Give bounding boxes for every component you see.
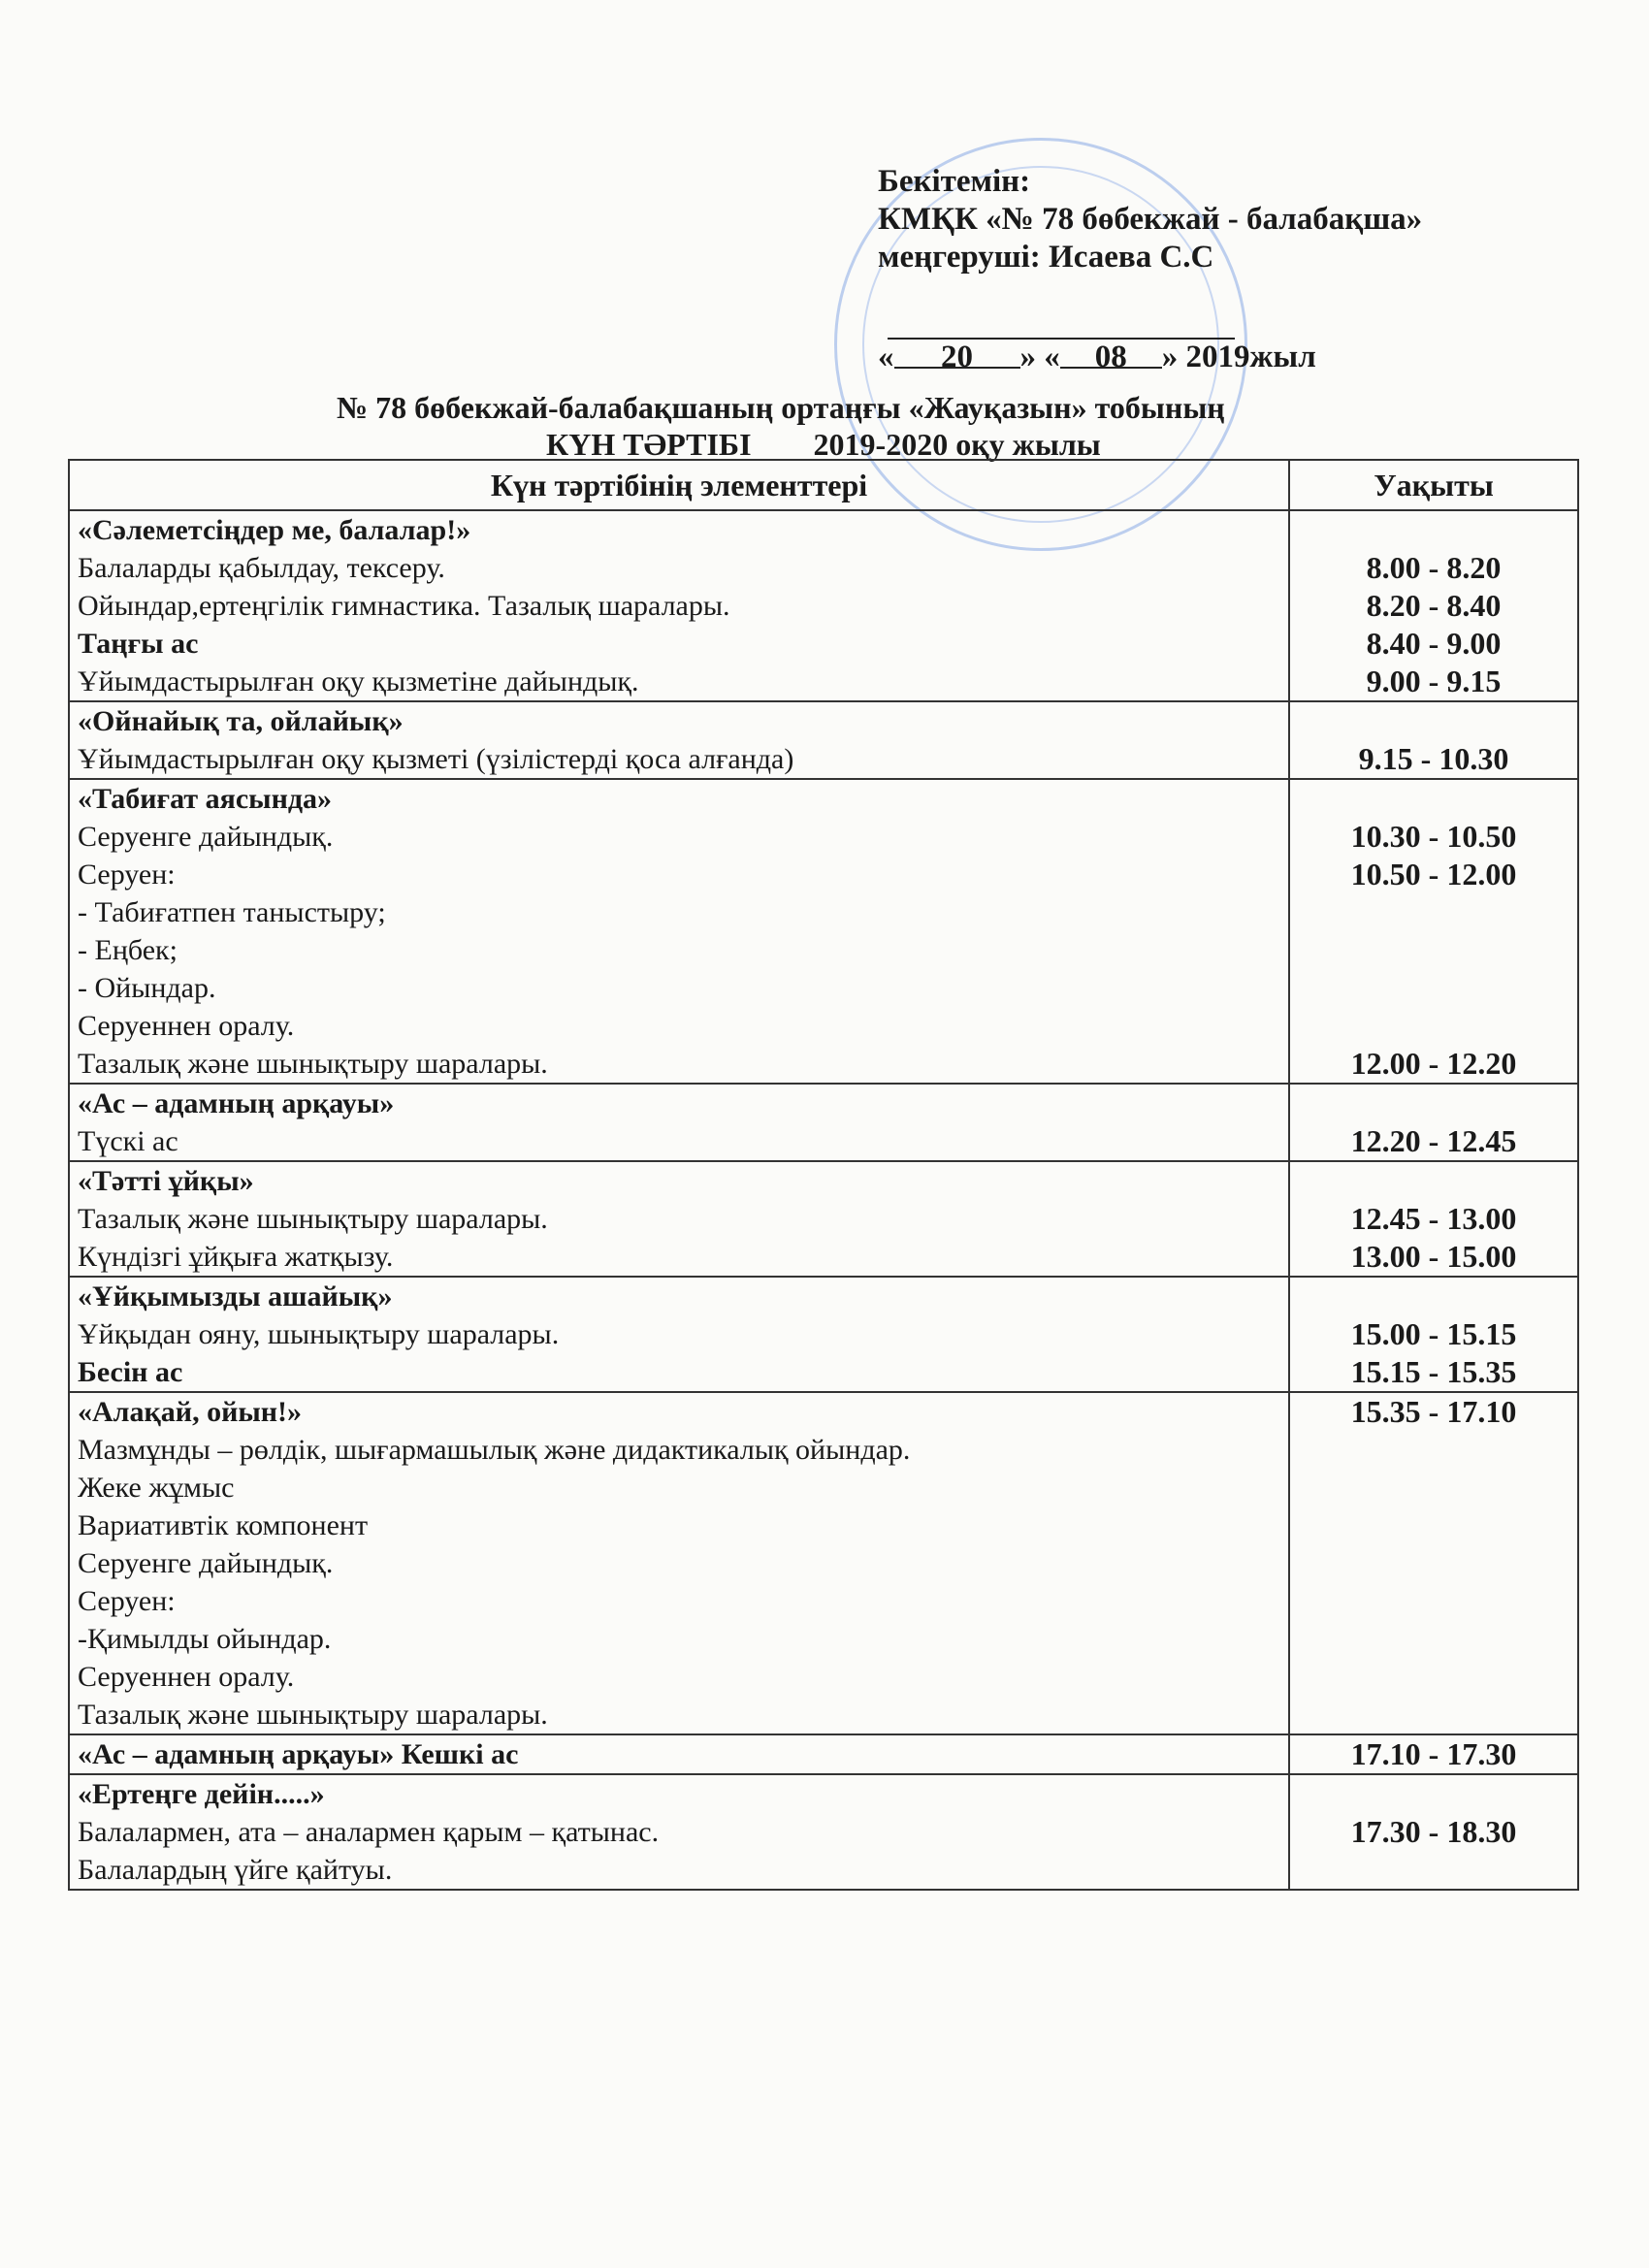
time-range bbox=[1298, 969, 1569, 1007]
time-range: 17.10 - 17.30 bbox=[1350, 1736, 1517, 1771]
table-row bbox=[69, 1774, 1578, 1890]
activity-line: Серуеннен оралу. bbox=[78, 1010, 295, 1042]
activity-line: Серуенге дайындық. bbox=[78, 1547, 334, 1579]
activity-line: - Еңбек; bbox=[78, 934, 178, 966]
time-range: 15.00 - 15.15 bbox=[1350, 1316, 1517, 1351]
time-range: 17.30 - 18.30 bbox=[1350, 1814, 1517, 1849]
schedule-time-cell bbox=[1289, 779, 1578, 1084]
section-title: «Ертеңге дейін.....» bbox=[78, 1778, 325, 1810]
schedule-time-cell bbox=[1289, 701, 1578, 779]
time-range bbox=[1298, 702, 1569, 740]
activity-line: - Ойындар. bbox=[78, 972, 216, 1004]
activity-line: Күндізгі ұйқыға жатқызу. bbox=[78, 1241, 394, 1273]
document-title-line bbox=[546, 427, 1101, 463]
schedule-time-cell bbox=[1289, 1277, 1578, 1392]
section-title: «Ойнайық та, ойлайық» bbox=[78, 705, 404, 737]
schedule-time-cell bbox=[1289, 1392, 1578, 1734]
time-range bbox=[1298, 931, 1569, 969]
time-range bbox=[1298, 893, 1569, 931]
activity-line: Ойындар,ертеңгілік гимнастика. Тазалық шаралары. bbox=[78, 590, 730, 622]
schedule-activity-cell bbox=[69, 1392, 1289, 1734]
schedule-activity-cell bbox=[69, 779, 1289, 1084]
table-row bbox=[69, 1734, 1578, 1774]
time-range: 9.15 - 10.30 bbox=[1358, 741, 1509, 776]
column-header-time: Уақыты bbox=[1289, 460, 1578, 510]
approval-label: Бекітемін: bbox=[878, 164, 1031, 199]
activity-line: Түскі ас bbox=[78, 1125, 178, 1157]
table-header-row bbox=[69, 460, 1578, 510]
section-title: «Ұйқымызды ашайық» bbox=[78, 1280, 393, 1312]
activity-line: Балаларды қабылдау, тексеру. bbox=[78, 552, 445, 584]
table-row bbox=[69, 1392, 1578, 1734]
time-range bbox=[1298, 1775, 1569, 1813]
table-row bbox=[69, 1084, 1578, 1161]
activity-line: Тазалық және шынықтыру шаралары. bbox=[78, 1203, 548, 1235]
approval-block bbox=[878, 163, 1576, 276]
activity-line: Балалардың үйге қайтуы. bbox=[78, 1854, 393, 1886]
approval-director: меңгеруші: Исаева С.С bbox=[878, 240, 1214, 275]
activity-line: - Табиғатпен таныстыру; bbox=[78, 896, 386, 928]
approval-date bbox=[878, 340, 1316, 375]
time-range: 8.40 - 9.00 bbox=[1366, 626, 1502, 661]
schedule-activity-cell bbox=[69, 510, 1289, 701]
table-row bbox=[69, 779, 1578, 1084]
section-title: «Алақай, ойын!» bbox=[78, 1396, 303, 1428]
schedule-time-cell bbox=[1289, 1734, 1578, 1774]
document-title: КҮН ТӘРТІБІ bbox=[546, 427, 752, 462]
schedule-body bbox=[69, 510, 1578, 1890]
activity-line: Балалармен, ата – аналармен қарым – қатынас. bbox=[78, 1816, 660, 1848]
schedule-activity-cell bbox=[69, 1277, 1289, 1392]
time-range bbox=[1298, 511, 1569, 549]
activity-line: Серуен: bbox=[78, 859, 176, 891]
schedule-time-cell bbox=[1289, 1084, 1578, 1161]
time-range bbox=[1298, 780, 1569, 818]
schedule-activity-cell bbox=[69, 1734, 1289, 1774]
activity-line: Жеке жұмыс bbox=[78, 1472, 235, 1504]
table-row bbox=[69, 701, 1578, 779]
table-row bbox=[69, 1161, 1578, 1277]
activity-line: Мазмұнды – рөлдік, шығармашылық және дидактикалық ойындар. bbox=[78, 1434, 911, 1466]
daily-schedule-table bbox=[68, 459, 1579, 1891]
schedule-time-cell bbox=[1289, 1161, 1578, 1277]
activity-line: Серуенге дайындық. bbox=[78, 821, 334, 853]
time-range: 15.35 - 17.10 bbox=[1350, 1394, 1517, 1429]
column-header-elements: Күн тәртібінің элементтері bbox=[69, 460, 1289, 510]
time-range: 10.30 - 10.50 bbox=[1350, 819, 1517, 854]
academic-year: 2019-2020 оқу жылы bbox=[813, 427, 1101, 462]
schedule-activity-cell bbox=[69, 1161, 1289, 1277]
schedule-activity-cell bbox=[69, 701, 1289, 779]
activity-line: Серуеннен оралу. bbox=[78, 1661, 295, 1693]
schedule-activity-cell bbox=[69, 1774, 1289, 1890]
time-range: 12.45 - 13.00 bbox=[1350, 1201, 1517, 1236]
schedule-time-cell bbox=[1289, 1774, 1578, 1890]
activity-line: Таңғы ас bbox=[78, 628, 199, 660]
date-day: 20 bbox=[894, 340, 1020, 369]
time-range: 13.00 - 15.00 bbox=[1350, 1239, 1517, 1274]
time-range bbox=[1298, 1278, 1569, 1315]
activity-line: Вариативтік компонент bbox=[78, 1509, 369, 1541]
activity-line: Бесін ас bbox=[78, 1356, 183, 1388]
time-range: 12.00 - 12.20 bbox=[1350, 1046, 1517, 1081]
activity-line: Ұйымдастырылған оқу қызметі (үзілістерді қоса алғанда) bbox=[78, 743, 794, 775]
schedule-activity-cell bbox=[69, 1084, 1289, 1161]
activity-line: Тазалық және шынықтыру шаралары. bbox=[78, 1699, 548, 1731]
date-mid-quote: » « bbox=[1019, 340, 1060, 374]
section-title: «Ас – адамның арқауы» bbox=[78, 1087, 395, 1119]
time-range: 9.00 - 9.15 bbox=[1366, 664, 1502, 698]
activity-line: -Қимылды ойындар. bbox=[78, 1623, 332, 1655]
date-open-quote: « bbox=[878, 340, 894, 374]
section-title: «Табиғат аясында» bbox=[78, 783, 333, 815]
activity-line: Ұйқыдан ояну, шынықтыру шаралары. bbox=[78, 1318, 560, 1350]
time-range: 8.00 - 8.20 bbox=[1366, 550, 1502, 585]
time-range: 12.20 - 12.45 bbox=[1350, 1123, 1517, 1158]
time-range: 15.15 - 15.35 bbox=[1350, 1354, 1517, 1389]
approval-organization: КМҚК «№ 78 бөбекжай - балабақша» bbox=[878, 202, 1423, 237]
time-range: 10.50 - 12.00 bbox=[1350, 857, 1517, 891]
schedule-time-cell bbox=[1289, 510, 1578, 701]
activity-line: Серуен: bbox=[78, 1585, 176, 1617]
time-range bbox=[1298, 1162, 1569, 1200]
time-range: 8.20 - 8.40 bbox=[1366, 588, 1502, 623]
section-title: «Ас – адамның арқауы» Кешкі ас bbox=[78, 1738, 519, 1770]
time-range bbox=[1298, 1007, 1569, 1045]
table-row bbox=[69, 510, 1578, 701]
date-year: » 2019жыл bbox=[1161, 340, 1316, 374]
activity-line: Ұйымдастырылған оқу қызметіне дайындық. bbox=[78, 665, 639, 697]
section-title: «Тәтті ұйқы» bbox=[78, 1165, 254, 1197]
section-title: «Сәлеметсіңдер ме, балалар!» bbox=[78, 514, 471, 546]
table-row bbox=[69, 1277, 1578, 1392]
time-range bbox=[1298, 1085, 1569, 1122]
activity-line: Тазалық және шынықтыру шаралары. bbox=[78, 1048, 548, 1080]
document-subtitle: № 78 бөбекжай-балабақшаның ортаңғы «Жауқазын» тобының bbox=[337, 390, 1225, 425]
date-month: 08 bbox=[1060, 340, 1162, 369]
